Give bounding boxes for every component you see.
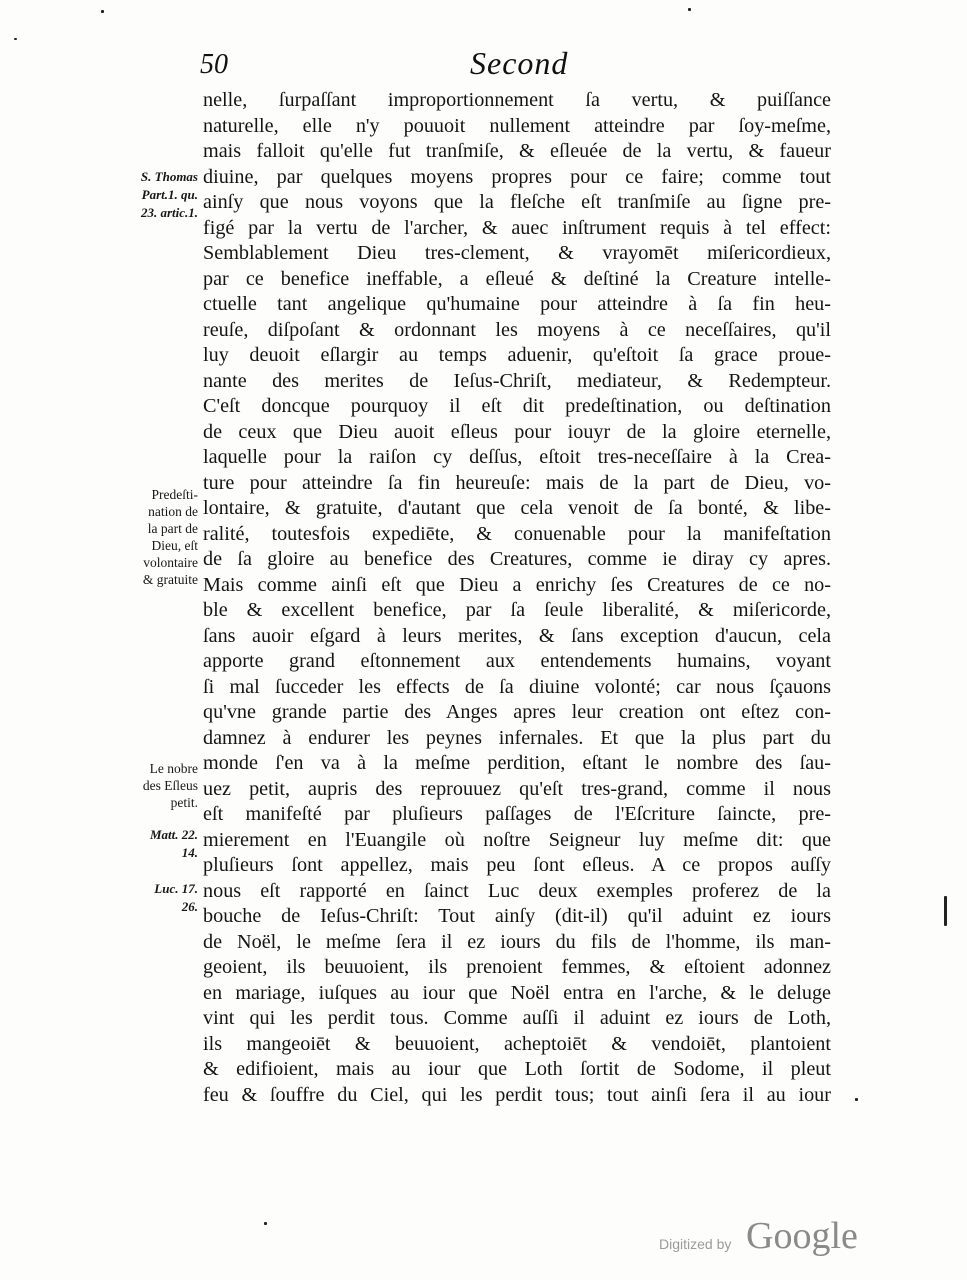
text-line: ainſy que nous voyons que la fleſche eſt tranſmiſe au ſigne pre- bbox=[203, 191, 831, 213]
scan-speck bbox=[14, 38, 17, 40]
margin-note-line: Matt. 22. bbox=[149, 827, 198, 842]
text-line: Semblablement Dieu tres-clement, & vrayomēt miſericordieux, bbox=[203, 242, 831, 264]
margin-note-elect bbox=[112, 760, 198, 811]
margin-note-line: 23. artic.1. bbox=[140, 205, 198, 220]
text-line: apporte grand eſtonnement aux entendements humains, voyant bbox=[203, 650, 831, 672]
margin-note-line: des Eſleus bbox=[142, 778, 198, 793]
margin-note-luke bbox=[112, 880, 198, 916]
text-line: en mariage, iuſques au iour que Noël entra en l'arche, & le deluge bbox=[203, 981, 831, 1004]
scan-speck bbox=[101, 10, 104, 13]
text-line: uez petit, aupris des reprouuez qu'eſt tres-grand, comme il nous bbox=[203, 777, 831, 800]
text-line: par ce benefice ineffable, a eſleué & deſtiné la Creature intelle- bbox=[203, 267, 831, 290]
text-line: de ceux que Dieu auoit eſleus pour iouyr de la gloire eternelle, bbox=[203, 420, 831, 443]
digitized-watermark bbox=[651, 1215, 871, 1258]
margin-note-matthew bbox=[112, 826, 198, 862]
google-logo: Google bbox=[746, 1215, 858, 1257]
text-line: ture pour atteindre ſa fin heureuſe: mais de la part de Dieu, vo- bbox=[203, 471, 831, 494]
text-line: naturelle, elle n'y pouuoit nullement atteindre par ſoy-meſme, bbox=[203, 114, 831, 137]
running-head: Second bbox=[470, 45, 569, 81]
margin-note-line: S. Thomas bbox=[140, 169, 198, 184]
text-line: damnez à endurer les peynes infernales. Et que la plus part du bbox=[203, 726, 831, 749]
scan-speck bbox=[855, 1098, 858, 1101]
text-line: ralité, toutesfois expediēte, & conuenable pour la manifeſtation bbox=[203, 522, 831, 545]
margin-note-line: Predeſti- bbox=[151, 487, 198, 502]
margin-note-line: la part de bbox=[147, 521, 198, 536]
page-number: 50 bbox=[200, 49, 228, 80]
margin-note-line: volontaire bbox=[143, 555, 198, 570]
text-line: reuſe, diſpoſant & ordonnant les moyens à ce neceſſaires, qu'il bbox=[203, 318, 831, 341]
text-line: ctuelle tant angelique qu'humaine pour atteindre à ſa fin heu- bbox=[203, 293, 831, 315]
text-line: & edifioient, mais au iour que Loth ſortit de Sodome, il pleut bbox=[203, 1058, 831, 1080]
scan-speck bbox=[264, 1222, 267, 1225]
text-line: geoient, ils beuuoient, ils prenoient femmes, & eſtoient adonnez bbox=[203, 956, 831, 978]
text-line: nante des merites de Ieſus-Chriſt, mediateur, & Redempteur. bbox=[203, 369, 831, 392]
text-line: Mais comme ainſi eſt que Dieu a enrichy ſes Creatures de ce no- bbox=[203, 573, 831, 596]
page-header bbox=[200, 45, 840, 85]
text-line: pluſieurs ſont appellez, mais peu ſont eſleus. A ce propos auſſy bbox=[203, 854, 831, 876]
margin-note-line: 26. bbox=[181, 899, 198, 914]
margin-note-line: Le nobre bbox=[149, 761, 198, 776]
margin-note-line: petit. bbox=[170, 795, 198, 810]
text-line: nous eſt rapporté en ſainct Luc deux exemples proferez de la bbox=[203, 879, 831, 902]
text-line: de ſa gloire au benefice des Creatures, comme ie diray cy apres. bbox=[203, 548, 831, 570]
text-line: C'eſt doncque pourquoy il eſt dit predeſtination, ou deſtination bbox=[203, 395, 831, 417]
text-line: qu'vne grande partie des Anges apres leur creation ont eſtez con- bbox=[203, 701, 831, 723]
text-line: laquelle pour la raiſon cy deſſus, eſtoit tres-neceſſaire à la Crea- bbox=[203, 446, 831, 468]
margin-note-line: Dieu, eſt bbox=[151, 538, 198, 553]
text-line: diuine, par quelques moyens propres pour ce faire; comme tout bbox=[203, 165, 831, 188]
text-line: eſt manifeſté par pluſieurs paſſages de l'Eſcriture ſaincte, pre- bbox=[203, 803, 831, 825]
margin-note-thomas bbox=[112, 168, 198, 222]
margin-note-line: & gratuite bbox=[142, 572, 198, 587]
text-line: figé par la vertu de l'archer, & auec inſtrument requis à tel effect: bbox=[203, 216, 831, 239]
text-line: mais falloit qu'elle fut tranſmiſe, & eſleuée de la vertu, & faueur bbox=[203, 140, 831, 162]
text-line: bouche de Ieſus-Chriſt: Tout ainſy (dit-il) qu'il aduint ez iours bbox=[203, 905, 831, 927]
text-line: de Noël, le meſme ſera il ez iours du fils de l'homme, ils man- bbox=[203, 930, 831, 953]
text-line: mierement en l'Euangile où noſtre Seigneur luy meſme dit: que bbox=[203, 828, 831, 851]
margin-note-line: nation de bbox=[148, 504, 198, 519]
margin-note-predestination bbox=[112, 486, 198, 588]
text-line: lontaire, & gratuite, d'autant que cela venoit de ſa bonté, & libe- bbox=[203, 497, 831, 519]
margin-note-line: Luc. 17. bbox=[154, 881, 198, 896]
text-line: ble & excellent benefice, par ſa ſeule liberalité, & miſericorde, bbox=[203, 599, 831, 621]
watermark-prefix: Digitized by bbox=[659, 1236, 732, 1252]
text-line: luy deuoit eſlargir au temps aduenir, qu'eſtoit ſa grace proue- bbox=[203, 344, 831, 366]
text-line: ſans auoir eſgard à leurs merites, & ſans exception d'aucun, cela bbox=[203, 624, 831, 647]
text-line: monde ſ'en va à la meſme perdition, eſtant le nombre des ſau- bbox=[203, 752, 831, 774]
text-line: ſi mal ſucceder les effects de ſa diuine volonté; car nous ſçauons bbox=[203, 675, 831, 698]
text-line: ils mangeoiēt & beuuoient, acheptoiēt & vendoiēt, plantoient bbox=[203, 1032, 831, 1055]
margin-note-line: 14. bbox=[181, 845, 198, 860]
scan-speck bbox=[688, 8, 691, 11]
text-line: nelle, ſurpaſſant improportionnement ſa vertu, & puiſſance bbox=[203, 89, 831, 111]
scan-speck bbox=[944, 896, 947, 926]
text-line: vint qui les perdit tous. Comme auſſi il aduint ez iours de Loth, bbox=[203, 1007, 831, 1029]
margin-note-line: Part.1. qu. bbox=[141, 187, 198, 202]
text-line: feu & ſouffre du Ciel, qui les perdit tous; tout ainſi ſera il au iour bbox=[203, 1083, 831, 1106]
